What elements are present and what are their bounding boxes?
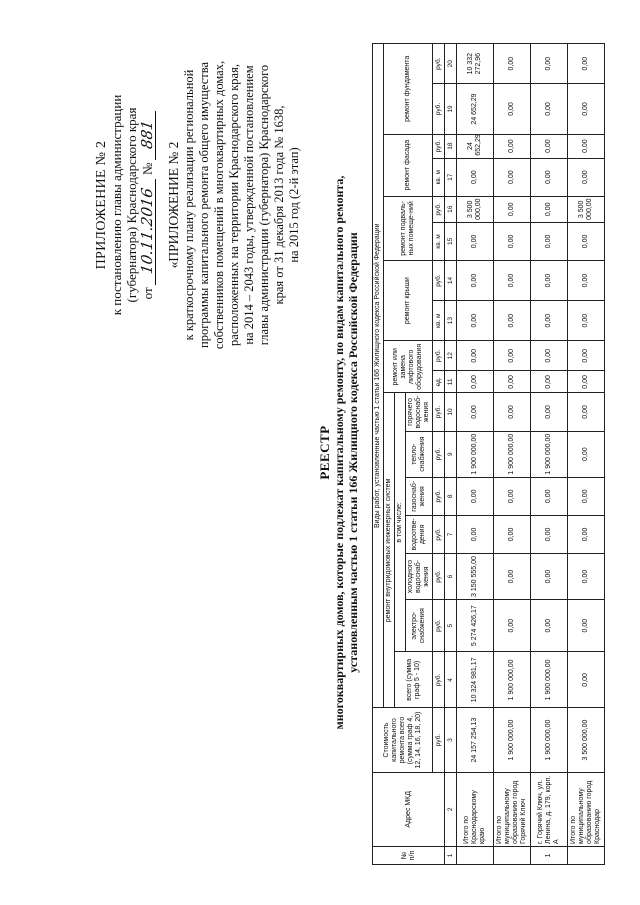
- table-row: [568, 44, 605, 865]
- row-number: 1: [531, 846, 568, 864]
- cell-value: 0,00: [457, 301, 494, 341]
- cell-value: 0,00: [568, 301, 605, 341]
- col-header-hot-water: горячего водоснаб-жения: [406, 393, 433, 431]
- cell-value: 0,00: [494, 84, 531, 134]
- column-number: 9: [445, 431, 457, 477]
- registry-table: [372, 43, 605, 865]
- column-number: 14: [445, 260, 457, 300]
- cell-value: 0,00: [568, 222, 605, 260]
- cell-value: 0,00: [531, 196, 568, 222]
- cell-value: 0,00: [568, 393, 605, 431]
- cell-value: 3 500 000,00: [568, 196, 605, 222]
- cell-value: 0,00: [568, 44, 605, 84]
- table-row: [457, 44, 494, 865]
- column-number: 13: [445, 301, 457, 341]
- cell-value: 1 900 000,00: [457, 431, 494, 477]
- cell-value: 0,00: [494, 222, 531, 260]
- cell-value: 0,00: [457, 222, 494, 260]
- unit-rub: руб.: [433, 600, 445, 652]
- col-header-systems-total: всего (сумма граф 5 - 10): [395, 652, 433, 708]
- unit-rub: руб.: [433, 134, 445, 158]
- plan-line: собственников помещений в многоквартирных домах,: [212, 60, 226, 350]
- cell-value: 1 900 000,00: [531, 431, 568, 477]
- unit-sqm: кв. м: [433, 301, 445, 341]
- column-number: 12: [445, 341, 457, 371]
- unit-rub: руб.: [433, 553, 445, 599]
- column-number: 2: [445, 772, 457, 846]
- cell-value: 0,00: [568, 477, 605, 515]
- cell-value: 0,00: [531, 371, 568, 393]
- row-number: [568, 846, 605, 864]
- row-address: Итого по муниципальному образованию город Горячий Ключ: [494, 772, 531, 846]
- cell-value: 1 900 000,00: [494, 431, 531, 477]
- unit-sqm: кв. м: [433, 222, 445, 260]
- cell-value: 0,00: [494, 301, 531, 341]
- col-header-roof: ремонт крыши: [384, 260, 433, 340]
- appendix-line-1: к постановлению главы администрации: [109, 94, 124, 316]
- cell-value: 24 652,29: [457, 134, 494, 158]
- column-number: 1: [445, 846, 457, 864]
- row-address: Итого по муниципальному образованию город Краснодар: [568, 772, 605, 846]
- appendix-title: ПРИЛОЖЕНИЕ № 2: [94, 140, 109, 270]
- col-header-heating: тепло-снабжения: [406, 431, 433, 477]
- unit-rub: руб.: [433, 84, 445, 134]
- unit-pcs: ед.: [433, 371, 445, 393]
- cell-value: 0,00: [494, 134, 531, 158]
- cell-value: 0,00: [531, 301, 568, 341]
- plan-line: главы администрации (губернатора) Краснодарского: [257, 64, 271, 346]
- column-number: 5: [445, 600, 457, 652]
- row-address: г. Горячий Ключ, ул. Ленина, д. 179, корп. А: [531, 772, 568, 846]
- cell-value: 0,00: [531, 260, 568, 300]
- cell-value: 0,00: [494, 515, 531, 553]
- cell-value: 0,00: [457, 515, 494, 553]
- cell-value: 0,00: [568, 158, 605, 196]
- cell-value: 0,00: [494, 196, 531, 222]
- cell-value: 0,00: [494, 371, 531, 393]
- cell-value: 0,00: [568, 260, 605, 300]
- cell-value: 0,00: [531, 84, 568, 134]
- column-number: 15: [445, 222, 457, 260]
- cell-value: 0,00: [568, 431, 605, 477]
- unit-sqm: кв. м: [433, 158, 445, 196]
- cell-value: 0,00: [531, 134, 568, 158]
- cell-value: 0,00: [531, 222, 568, 260]
- cell-value: 0,00: [568, 600, 605, 652]
- number-prefix: №: [140, 162, 155, 175]
- appendix-line-2: (губернатора) Краснодарского края: [124, 107, 139, 303]
- col-header-address: Адрес МКД: [373, 772, 445, 846]
- registry-title: РЕЕСТР: [317, 425, 332, 480]
- col-header-basement: ремонт подваль-ных помеще-ний: [384, 196, 433, 260]
- handwritten-number: 881: [140, 110, 156, 161]
- cell-value: 0,00: [457, 371, 494, 393]
- cell-value: 5 274 426,17: [457, 600, 494, 652]
- col-header-works: Виды работ, установленные частью 1 статьи 166 Жилищного кодекса Российской Федерации: [373, 44, 384, 708]
- cell-value: 0,00: [568, 134, 605, 158]
- cell-value: 1 900 000,00: [531, 708, 568, 772]
- from-prefix: от: [140, 287, 155, 300]
- registry-subtitle-1: многоквартирных домов, которые подлежат капитальному ремонту, по видам капитального ремонта,: [332, 175, 346, 730]
- cell-value: 24 652,29: [457, 84, 494, 134]
- cell-value: 3 500 000,00: [568, 708, 605, 772]
- column-number: 8: [445, 477, 457, 515]
- cell-value: 0,00: [494, 600, 531, 652]
- cell-value: 0,00: [494, 158, 531, 196]
- col-header-elevator: ремонт или замена лифтового оборудования: [384, 341, 433, 393]
- column-number: 11: [445, 371, 457, 393]
- cell-value: 0,00: [494, 341, 531, 371]
- unit-rub: руб.: [433, 431, 445, 477]
- column-number: 4: [445, 652, 457, 708]
- column-number: 7: [445, 515, 457, 553]
- table-row: [531, 44, 568, 865]
- cell-value: 3 150 555,00: [457, 553, 494, 599]
- cell-value: 1 900 000,00: [531, 652, 568, 708]
- cell-value: 0,00: [494, 44, 531, 84]
- col-header-facade: ремонт фасада: [384, 134, 433, 196]
- handwritten-date: 10.11.2016: [140, 177, 156, 285]
- col-header-num: № п/п: [373, 846, 445, 864]
- cell-value: 0,00: [494, 553, 531, 599]
- col-header-including: в том числе:: [395, 393, 406, 652]
- registry-subtitle-2: установленным частью 1 статьи 166 Жилищного кодекса Российской Федерации: [346, 232, 360, 673]
- col-header-systems: ремонт внутридомовых инженерных систем: [384, 393, 395, 708]
- cell-value: 0,00: [531, 553, 568, 599]
- cell-value: 0,00: [568, 341, 605, 371]
- col-header-cold-water: холодного водоснаб-жения: [406, 553, 433, 599]
- unit-rub: руб.: [433, 44, 445, 84]
- cell-value: 1 900 000,00: [494, 652, 531, 708]
- cell-value: 0,00: [568, 371, 605, 393]
- cell-value: 0,00: [568, 652, 605, 708]
- unit-rub: руб.: [433, 341, 445, 371]
- col-header-gas: газоснаб-жения: [406, 477, 433, 515]
- cell-value: 0,00: [531, 600, 568, 652]
- col-header-drainage: водоотве-дения: [406, 515, 433, 553]
- cell-value: 0,00: [457, 260, 494, 300]
- cell-value: 3 500 000,00: [457, 196, 494, 222]
- column-number: 10: [445, 393, 457, 431]
- cell-value: 10 332 272,96: [457, 44, 494, 84]
- row-number: [457, 846, 494, 864]
- plan-line: края от 31 декабря 2013 года № 1638,: [272, 105, 286, 305]
- col-header-foundation: ремонт фундамента: [384, 44, 433, 135]
- cell-value: 0,00: [494, 477, 531, 515]
- plan-line: программы капитального ремонта общего имущества: [197, 62, 211, 348]
- row-address: Итого по Краснодарскому краю: [457, 772, 494, 846]
- column-number: 19: [445, 84, 457, 134]
- appendix-header: [94, 40, 156, 370]
- table-row: [494, 44, 531, 865]
- cell-value: 1 900 000,00: [494, 708, 531, 772]
- column-number: 20: [445, 44, 457, 84]
- cell-value: 0,00: [531, 44, 568, 84]
- appendix-date-line: [140, 40, 156, 370]
- column-number: 18: [445, 134, 457, 158]
- cell-value: 0,00: [531, 158, 568, 196]
- col-header-cost: Стоимость капитального ремонта всего (сумма граф 4, 12, 14, 16, 18, 20): [373, 708, 433, 772]
- cell-value: 0,00: [531, 393, 568, 431]
- unit-rub: руб.: [433, 196, 445, 222]
- cell-value: 0,00: [531, 341, 568, 371]
- cell-value: 0,00: [494, 260, 531, 300]
- cell-value: 24 157 254,13: [457, 708, 494, 772]
- plan-line: на 2014 – 2043 годы, утвержденной постановлением: [242, 65, 256, 345]
- column-number: 16: [445, 196, 457, 222]
- cell-value: 0,00: [568, 553, 605, 599]
- plan-line: к краткосрочному плану реализации региональной: [182, 69, 196, 341]
- unit-rub: руб.: [433, 260, 445, 300]
- registry-heading: [318, 0, 360, 905]
- cell-value: 0,00: [531, 515, 568, 553]
- unit-rub: руб.: [433, 515, 445, 553]
- plan-line: расположенных на территории Краснодарского края,: [227, 64, 241, 346]
- column-number: 3: [445, 708, 457, 772]
- cell-value: 10 324 981,17: [457, 652, 494, 708]
- cell-value: 0,00: [531, 477, 568, 515]
- cell-value: 0,00: [494, 393, 531, 431]
- cell-value: 0,00: [457, 158, 494, 196]
- plan-header: [166, 40, 302, 370]
- column-number: 17: [445, 158, 457, 196]
- cell-value: 0,00: [457, 393, 494, 431]
- row-number: [494, 846, 531, 864]
- cell-value: 0,00: [568, 84, 605, 134]
- column-number: 6: [445, 553, 457, 599]
- cell-value: 0,00: [457, 477, 494, 515]
- unit-rub: руб.: [433, 393, 445, 431]
- column-number-row: [445, 44, 457, 865]
- cell-value: 0,00: [568, 515, 605, 553]
- unit-rub: руб.: [433, 477, 445, 515]
- cell-value: 0,00: [457, 341, 494, 371]
- unit-rub: руб.: [433, 652, 445, 708]
- plan-line: на 2015 год (2-й этап): [287, 147, 301, 263]
- unit-rub: руб.: [433, 708, 445, 772]
- col-header-electric: электро-снабжения: [406, 600, 433, 652]
- plan-title: «ПРИЛОЖЕНИЕ № 2: [166, 141, 181, 269]
